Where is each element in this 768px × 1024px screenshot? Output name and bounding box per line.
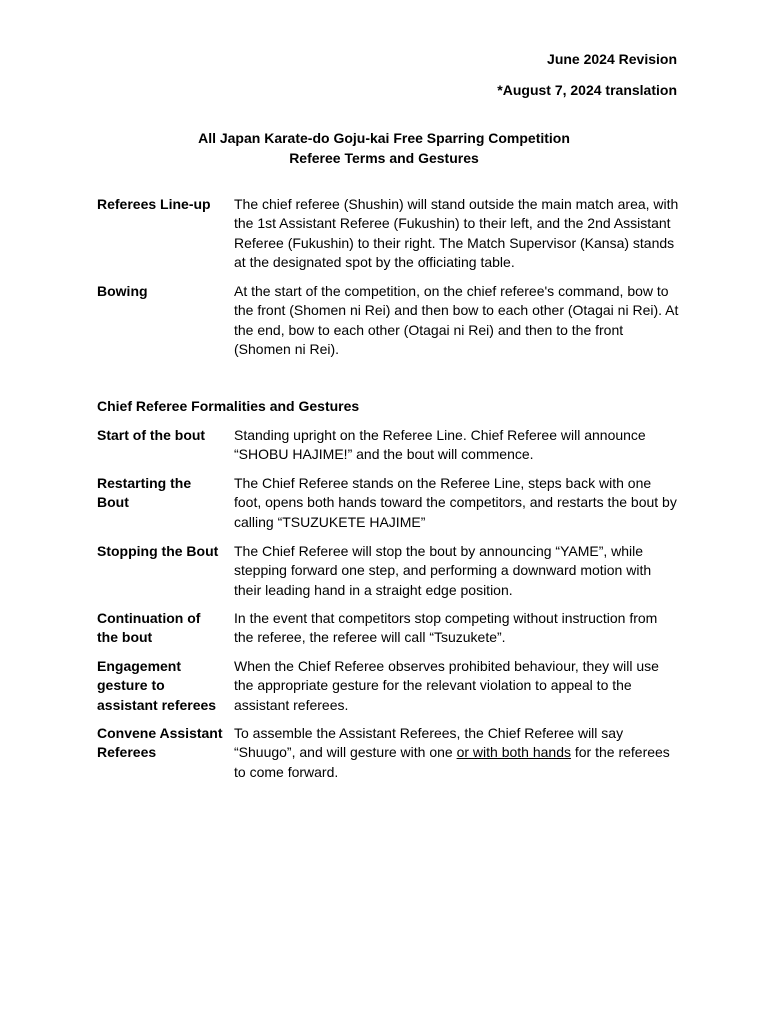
term-definition: The Chief Referee will stop the bout by announcing “YAME”, while stepping forward one step, and performing a downward motion with their leading hand in a straight edge position. xyxy=(234,543,652,598)
term-label: Bowing xyxy=(97,283,148,299)
term-label: Engagement gesture to assistant referees xyxy=(97,658,217,713)
term-definition: When the Chief Referee observes prohibited behaviour, they will use the appropriate gesture for the relevant violation to appeal to the assistant referees. xyxy=(234,658,659,713)
revision-label: June 2024 Revision xyxy=(547,51,677,67)
term-definition: The Chief Referee stands on the Referee Line, steps back with one foot, opens both hands toward the competitors, and restarts the bout by calling “TSUZUKETE HAJIME” xyxy=(234,475,677,530)
term-label: Referees Line-up xyxy=(97,196,211,212)
translation-label: *August 7, 2024 translation xyxy=(497,82,677,98)
title-line-1: All Japan Karate-do Goju-kai Free Sparring Competition xyxy=(198,130,570,146)
term-label: Stopping the Bout xyxy=(97,543,219,559)
term-definition: The chief referee (Shushin) will stand outside the main match area, with the 1st Assistant Referee (Fukushin) to their left, and the 2nd Assistant Referee (Fukushin) to their right. The Match Supervisor (Kansa) stands at the designated spot by the officiating table. xyxy=(234,196,679,270)
document-title xyxy=(0,128,768,168)
term-definition: Standing upright on the Referee Line. Chief Referee will announce “SHOBU HAJIME!” and the bout will commence. xyxy=(234,427,646,463)
term-label: Start of the bout xyxy=(97,427,206,443)
term-label: Convene Assistant Referees xyxy=(97,725,223,761)
term-definition xyxy=(234,724,679,782)
definition-text: for the referees to come forward. xyxy=(234,744,670,780)
term-label: Restarting the Bout xyxy=(97,475,192,511)
section-heading: Chief Referee Formalities and Gestures xyxy=(97,398,360,414)
term-definition: At the start of the competition, on the chief referee's command, bow to the front (Shomen ni Rei) and then bow to each other (Otagai ni Rei). At the end, bow to each other (Otagai ni Rei) and then to the front (Shomen ni Rei). xyxy=(234,283,679,357)
definition-text: To assemble the Assistant Referees, the Chief Referee will say “Shuugo”, and will gesture with one xyxy=(234,725,624,761)
underlined-text: or with both hands xyxy=(456,744,571,761)
title-line-2: Referee Terms and Gestures xyxy=(289,150,479,166)
term-label: Continuation of the bout xyxy=(97,610,201,646)
term-definition: In the event that competitors stop competing without instruction from the referee, the referee will call “Tsuzukete”. xyxy=(234,610,658,646)
